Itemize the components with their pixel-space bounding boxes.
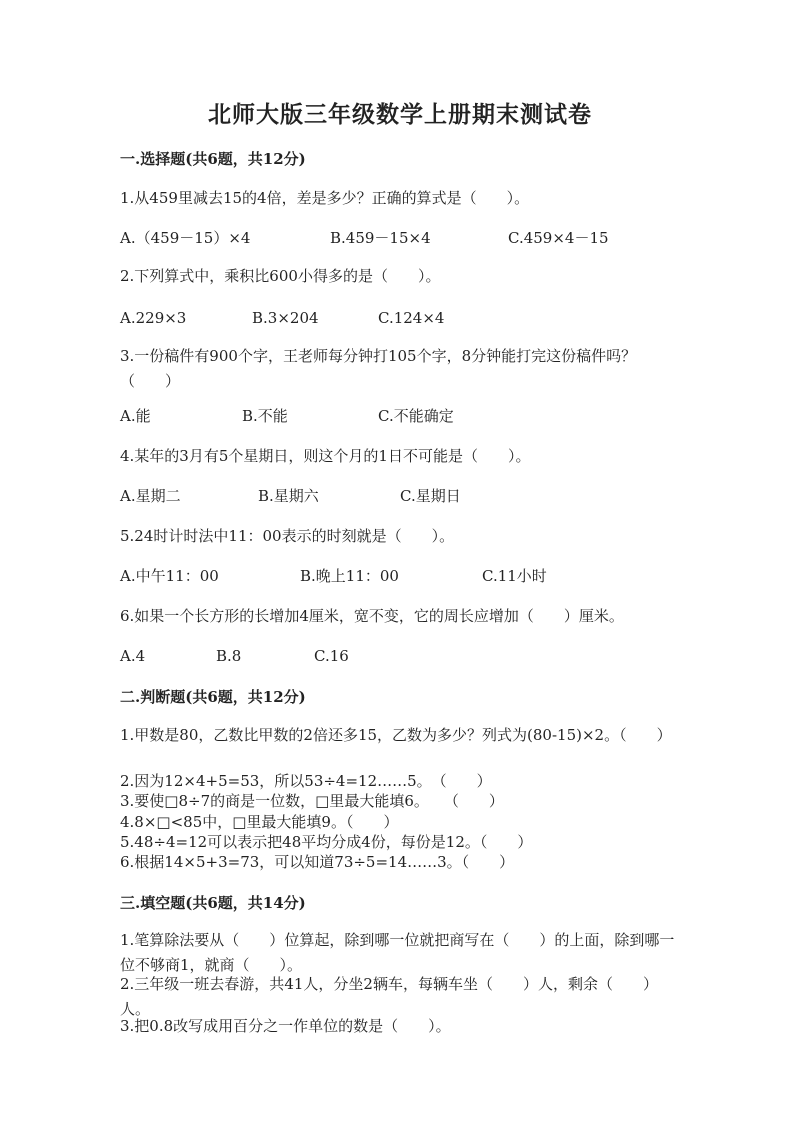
choice-4-option-b: B.星期六 <box>258 487 319 505</box>
choice-4-option-a: A.星期二 <box>120 487 181 505</box>
choice-1-option-c: C.459×4－15 <box>508 229 609 247</box>
fill-blank-question-2: 2.三年级一班去春游，共41人，分坐2辆车，每辆车坐（ ）人，剩余（ ）人。 <box>120 975 658 1018</box>
judgement-question-6: 6.根据14×5+3=73，可以知道73÷5=14……3。（ ） <box>120 853 515 871</box>
choice-6-option-a: A.4 <box>120 647 146 665</box>
choice-question-5: 5.24时计时法中11：00表示的时刻就是（ ）。 <box>120 527 455 545</box>
choice-6-option-b: B.8 <box>216 647 242 665</box>
choice-2-option-a: A.229×3 <box>120 309 187 327</box>
fill-blank-question-1: 1.笔算除法要从（ ）位算起，除到哪一位就把商写在（ ）的上面，除到哪一位不够商1，就商（ ）。 <box>120 931 675 974</box>
choice-3-option-b: B.不能 <box>242 407 288 425</box>
choice-3-option-a: A.能 <box>120 407 151 425</box>
choice-question-6: 6.如果一个长方形的长增加4厘米，宽不变，它的周长应增加（ ）厘米。 <box>120 607 624 625</box>
choice-6-option-c: C.16 <box>314 647 349 665</box>
section-heading-judgement: 二.判断题(共6题，共12分) <box>120 688 306 706</box>
judgement-question-4: 4.8×□<85中，□里最大能填9。（ ） <box>120 813 399 831</box>
choice-5-option-c: C.11小时 <box>482 567 547 585</box>
choice-5-option-b: B.晚上11：00 <box>300 567 399 585</box>
judgement-question-2: 2.因为12×4+5=53，所以53÷4=12……5。 （ ） <box>120 772 492 790</box>
judgement-question-5: 5.48÷4=12可以表示把48平均分成4份，每份是12。（ ） <box>120 833 533 851</box>
page-title: 北师大版三年级数学上册期末测试卷 <box>208 101 592 128</box>
choice-question-2: 2.下列算式中，乘积比600小得多的是（ ）。 <box>120 267 441 285</box>
choice-1-option-b: B.459－15×4 <box>330 229 431 247</box>
choice-1-option-a: A.（459－15）×4 <box>120 229 251 247</box>
choice-question-3: 3.一份稿件有900个字，王老师每分钟打105个字，8分钟能打完这份稿件吗？（ ） <box>120 347 637 390</box>
judgement-question-1: 1.甲数是80，乙数比甲数的2倍还多15，乙数为多少？列式为(80-15)×2。（ ） <box>120 726 672 744</box>
choice-question-4: 4.某年的3月有5个星期日，则这个月的1日不可能是（ ）。 <box>120 447 531 465</box>
judgement-question-3: 3.要使□8÷7的商是一位数，□里最大能填6。 （ ） <box>120 792 504 810</box>
choice-2-option-c: C.124×4 <box>378 309 445 327</box>
section-heading-fill-blank: 三.填空题(共6题，共14分) <box>120 894 306 912</box>
choice-2-option-b: B.3×204 <box>252 309 319 327</box>
section-heading-choice: 一.选择题(共6题，共12分) <box>120 150 306 168</box>
fill-blank-question-3: 3.把0.8改写成用百分之一作单位的数是（ ）。 <box>120 1017 451 1035</box>
choice-4-option-c: C.星期日 <box>400 487 461 505</box>
choice-3-option-c: C.不能确定 <box>378 407 454 425</box>
choice-5-option-a: A.中午11：00 <box>120 567 219 585</box>
choice-question-1: 1.从459里减去15的4倍，差是多少？正确的算式是（ ）。 <box>120 189 530 207</box>
